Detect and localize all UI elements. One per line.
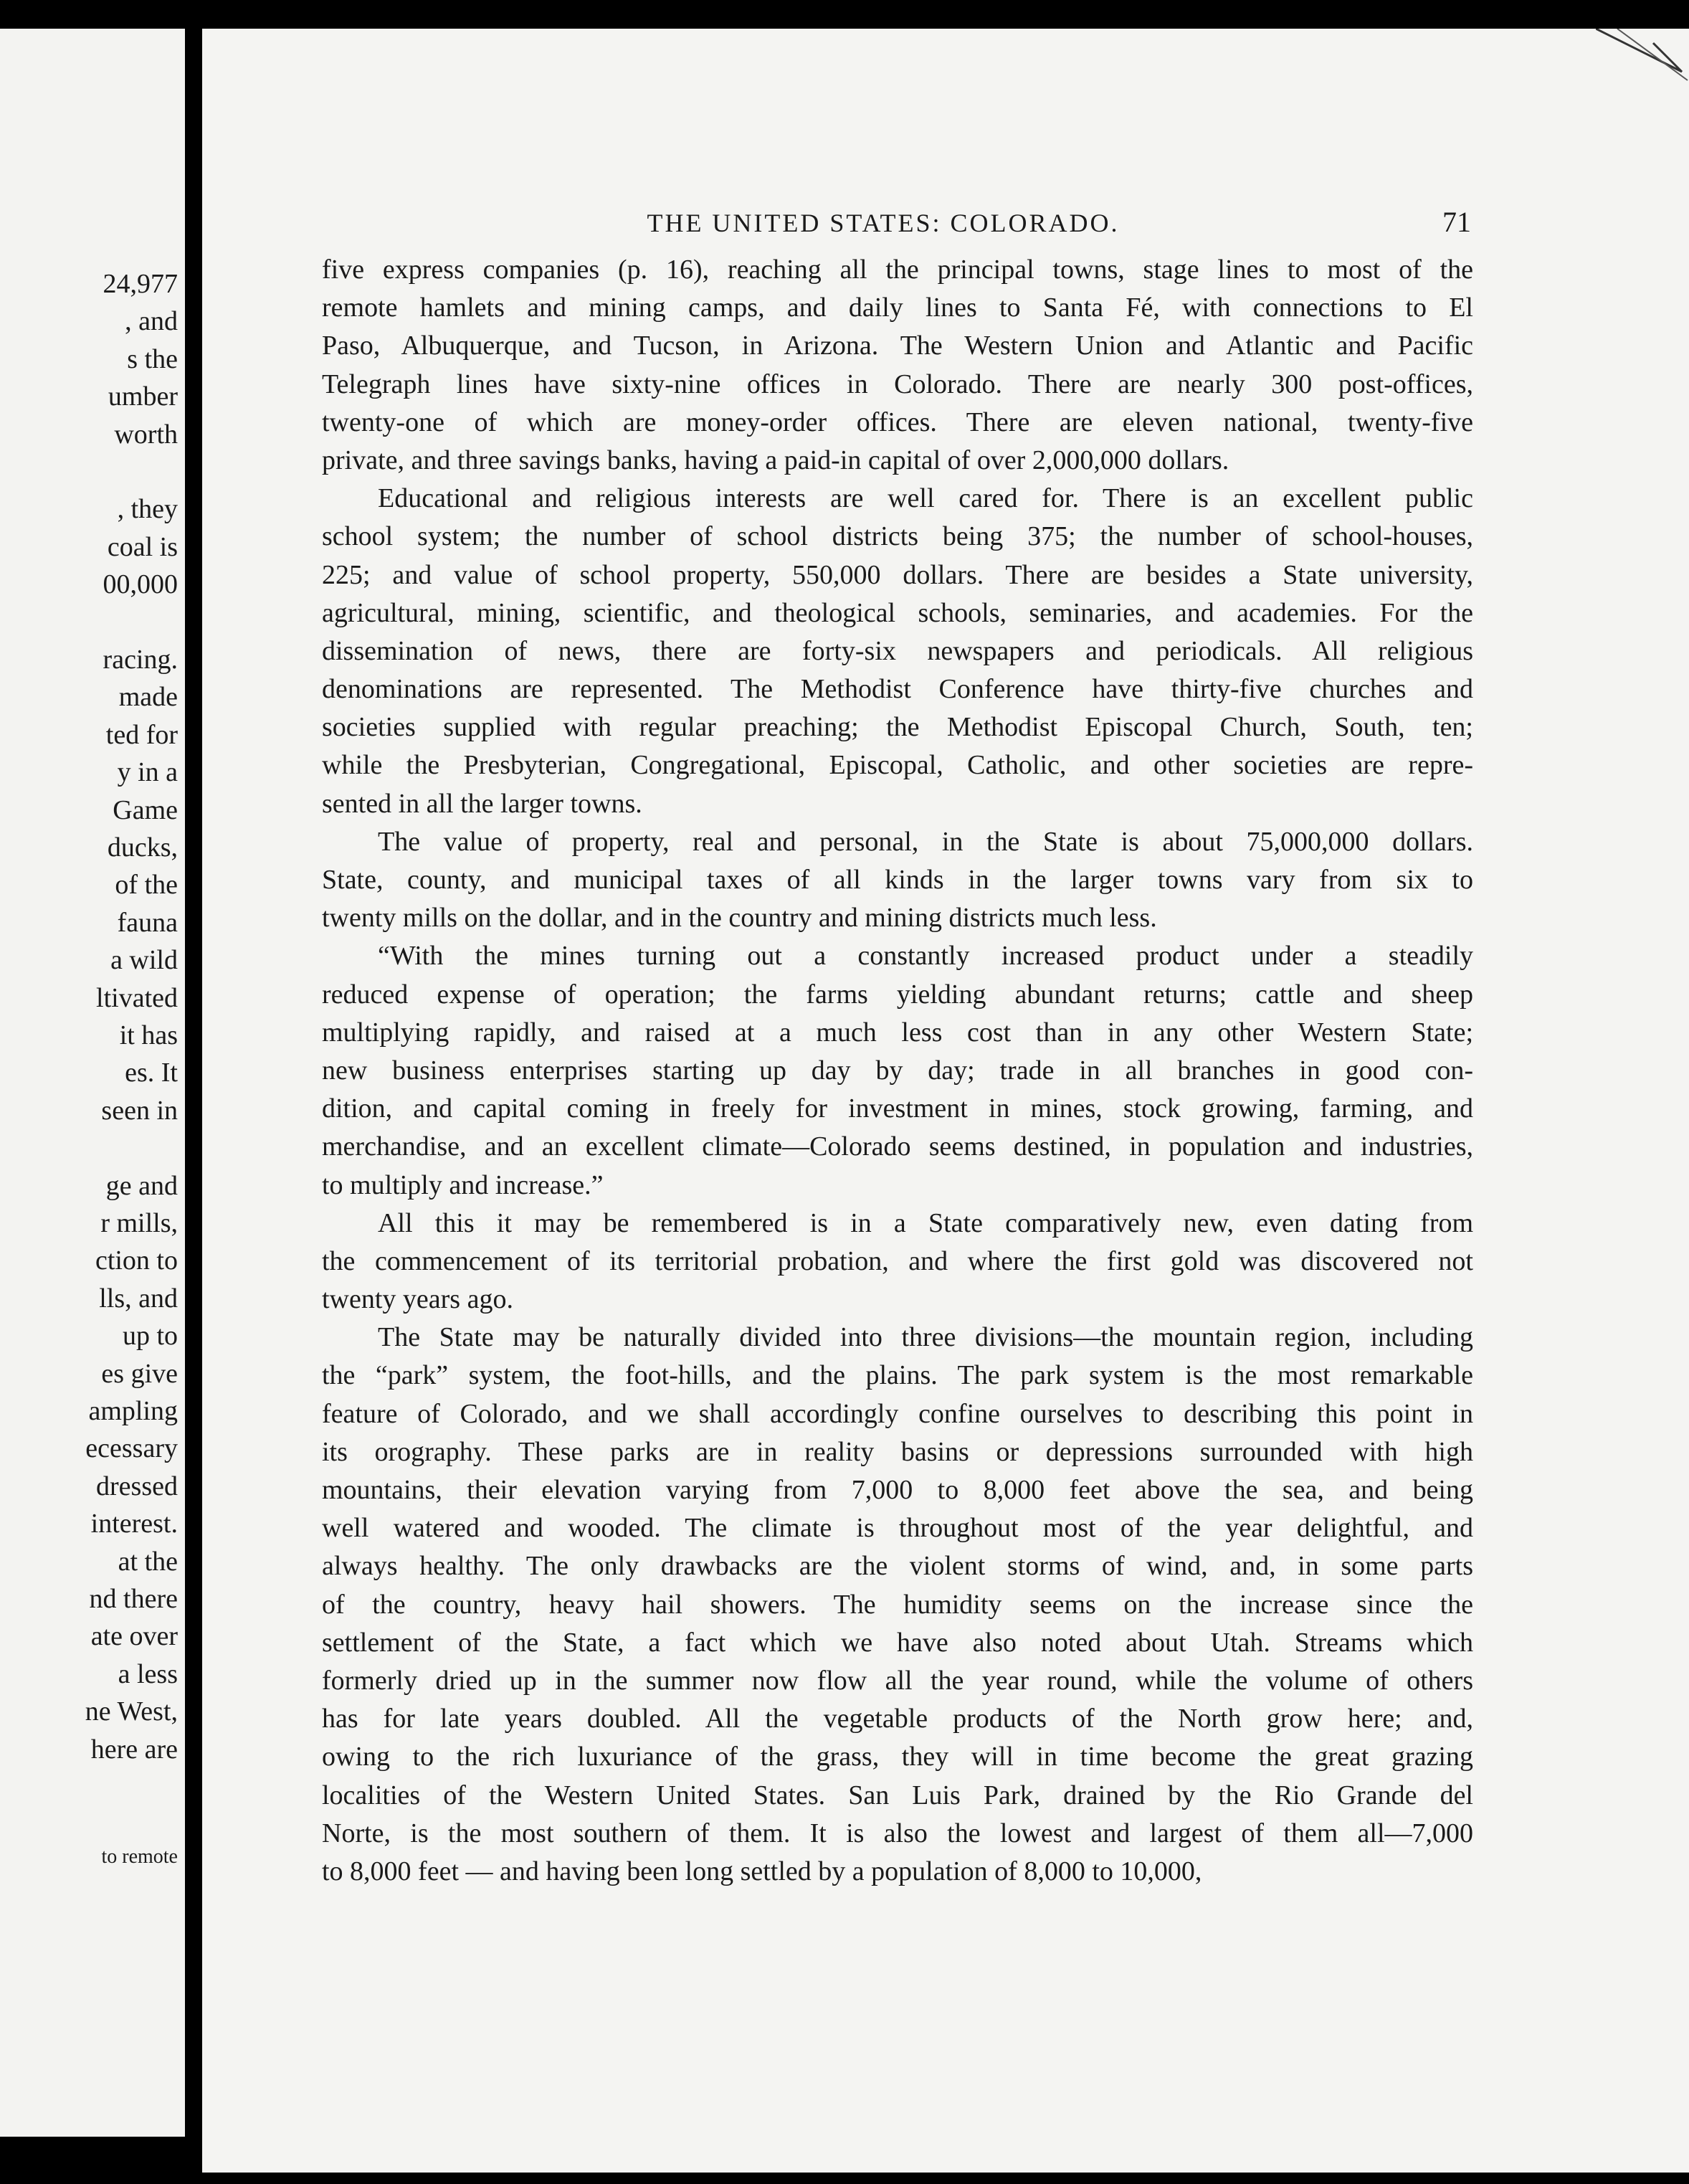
text-line: societies supplied with regular preaching; the Methodist Episcopal Church, South, ten; (322, 712, 1473, 743)
facing-page-line: ge and (105, 1170, 178, 1201)
text-line: five express companies (p. 16), reaching all the principal towns, stage lines to most of the (322, 255, 1473, 285)
facing-page-line: nd there (89, 1584, 178, 1614)
text-line: owing to the rich luxuriance of the grass, they will in time become the great grazing (322, 1742, 1473, 1772)
facing-page-line: r mills, (100, 1208, 178, 1238)
text-line: Educational and religious interests are well cared for. There is an excellent public (378, 483, 1473, 514)
text-line: Norte, is the most southern of them. It is also the lowest and largest of them all—7,000 (322, 1818, 1473, 1848)
facing-page-line: ne West, (85, 1696, 178, 1727)
text-line: formerly dried up in the summer now flow all the year round, while the volume of others (322, 1665, 1473, 1696)
text-line: State, county, and municipal taxes of all kinds in the larger towns vary from six to (322, 865, 1473, 895)
text-line: of the country, heavy hail showers. The humidity seems on the increase since the (322, 1589, 1473, 1620)
facing-page-line: ate over (90, 1621, 178, 1652)
facing-page-line: umber (108, 381, 178, 412)
facing-page-line: interest. (90, 1509, 178, 1539)
text-line: feature of Colorado, and we shall accordingly confine ourselves to describing this point in (322, 1398, 1473, 1429)
facing-page-line: worth (114, 419, 178, 450)
facing-page-line: 24,977 (103, 269, 178, 299)
facing-page-line: , and (125, 306, 178, 337)
facing-page-line: of the (115, 870, 178, 901)
facing-page-line: es give (101, 1358, 178, 1389)
facing-page-line: made (118, 682, 178, 713)
text-line: multiplying rapidly, and raised at a much less cost than in any other Western State; (322, 1017, 1473, 1048)
text-line: new business enterprises starting up day by day; trade in all branches in good con- (322, 1055, 1473, 1086)
text-line: localities of the Western United States. San Luis Park, drained by the Rio Grande del (322, 1780, 1473, 1810)
text-line: the commencement of its territorial probation, and where the first gold was discovered not (322, 1245, 1473, 1276)
text-line: school system; the number of school districts being 375; the number of school-houses, (322, 521, 1473, 552)
text-line: the “park” system, the foot-hills, and the plains. The park system is the most remarkable (322, 1360, 1473, 1391)
text-line: agricultural, mining, scientific, and theological schools, seminaries, and academies. For the (322, 597, 1473, 628)
text-line: always healthy. The only drawbacks are the violent storms of wind, and, in some parts (322, 1551, 1473, 1582)
facing-page-line: ltivated (96, 982, 178, 1013)
text-line: 225; and value of school property, 550,000 dollars. There are besides a State university, (322, 559, 1473, 590)
facing-page-line: racing. (103, 645, 178, 675)
facing-page-line: ction to (95, 1245, 178, 1276)
text-line: while the Presbyterian, Congregational, Episcopal, Catholic, and other societies are repre- (322, 750, 1473, 781)
facing-page-line: ecessary (85, 1433, 178, 1464)
text-line: Telegraph lines have sixty-nine offices in Colorado. There are nearly 300 post-offices, (322, 369, 1473, 399)
text-line: its orography. These parks are in reality basins or depressions surrounded with high (322, 1436, 1473, 1467)
facing-page-line: fauna (117, 907, 178, 938)
facing-page-fragment (0, 29, 185, 2137)
text-line: The value of property, real and personal, in the State is about 75,000,000 dollars. (378, 826, 1473, 857)
text-line: has for late years doubled. All the vegetable products of the North grow here; and, (322, 1704, 1473, 1734)
facing-page-line: it has (119, 1020, 178, 1050)
text-line: twenty years ago. (322, 1284, 513, 1315)
facing-page-line: seen in (101, 1095, 178, 1126)
text-line: well watered and wooded. The climate is throughout most of the year delightful, and (322, 1513, 1473, 1544)
facing-page-line: at the (118, 1546, 178, 1577)
facing-page-line: ampling (88, 1396, 178, 1426)
text-line: Paso, Albuquerque, and Tucson, in Arizona. The Western Union and Atlantic and Pacific (322, 331, 1473, 361)
facing-page-line: a less (118, 1658, 178, 1689)
facing-page-line: up to (122, 1321, 178, 1352)
facing-page-line: , they (117, 494, 178, 525)
facing-page-line: here are (90, 1734, 178, 1765)
book-page (202, 29, 1689, 2173)
facing-page-line: 00,000 (103, 569, 178, 600)
facing-page-line: a wild (110, 945, 178, 976)
text-line: mountains, their elevation varying from 7,000 to 8,000 feet above the sea, and being (322, 1475, 1473, 1505)
facing-page-footnote: to remote (101, 1846, 178, 1868)
text-line: sented in all the larger towns. (322, 788, 642, 819)
page-number: 71 (1442, 206, 1471, 238)
facing-page-line: dressed (96, 1471, 178, 1501)
text-line: All this it may be remembered is in a State comparatively new, even dating from (378, 1207, 1473, 1238)
text-line: remote hamlets and mining camps, and daily lines to Santa Fé, with connections to El (322, 293, 1473, 323)
text-line: reduced expense of operation; the farms yielding abundant returns; cattle and sheep (322, 979, 1473, 1010)
facing-page-line: lls, and (99, 1283, 178, 1314)
facing-page-line: ted for (105, 719, 178, 750)
text-line: private, and three savings banks, having a paid-in capital of over 2,000,000 dollars. (322, 445, 1229, 475)
facing-page-line: Game (113, 794, 178, 825)
text-line: dissemination of news, there are forty-six newspapers and periodicals. All religious (322, 635, 1473, 666)
text-line: to 8,000 feet — and having been long settled by a population of 8,000 to 10,000, (322, 1856, 1202, 1886)
page-corner-fold (1596, 29, 1689, 108)
text-line: to multiply and increase.” (322, 1169, 604, 1200)
text-line: The State may be naturally divided into three divisions—the mountain region, including (378, 1322, 1473, 1353)
running-head: THE UNITED STATES: COLORADO. (647, 209, 1120, 237)
facing-page-line: coal is (107, 531, 178, 562)
facing-page-line: y in a (117, 757, 178, 788)
text-line: twenty-one of which are money-order offices. There are eleven national, twenty-five (322, 407, 1473, 437)
text-line: twenty mills on the dollar, and in the country and mining districts much less. (322, 903, 1157, 934)
text-line: dition, and capital coming in freely for investment in mines, stock growing, farming, and (322, 1093, 1473, 1124)
facing-page-line: es. It (125, 1058, 178, 1088)
text-line: merchandise, and an excellent climate—Colorado seems destined, in population and industries, (322, 1131, 1473, 1162)
text-line: denominations are represented. The Methodist Conference have thirty-five churches and (322, 674, 1473, 705)
body-text (322, 251, 1473, 1891)
text-line: settlement of the State, a fact which we have also noted about Utah. Streams which (322, 1627, 1473, 1658)
facing-page-line: s the (127, 343, 178, 374)
text-line: “With the mines turning out a constantly increased product under a steadily (378, 941, 1473, 972)
facing-page-line: ducks, (107, 832, 178, 863)
